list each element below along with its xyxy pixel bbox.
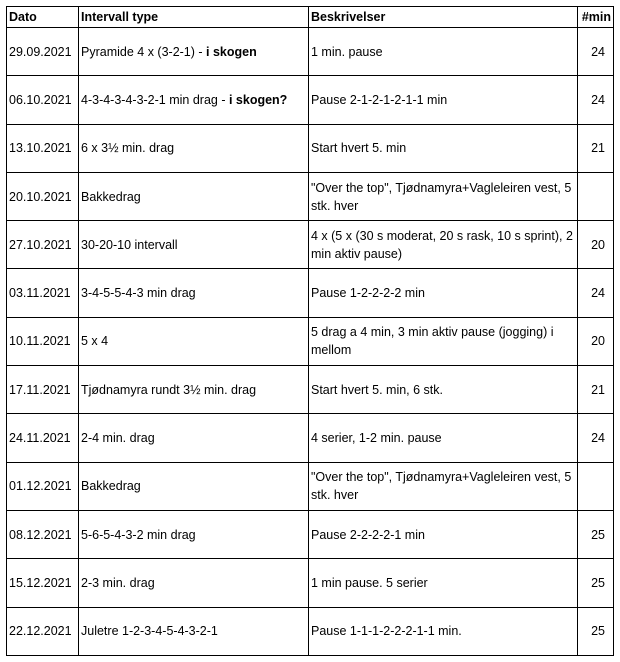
cell-beskrivelse: 5 drag a 4 min, 3 min aktiv pause (jogging) i mellom	[309, 317, 578, 365]
cell-beskrivelse: Pause 2-1-2-1-2-1-1 min	[309, 76, 578, 124]
intervall-text: 4-3-4-3-4-3-2-1 min drag -	[81, 92, 229, 107]
cell-min: 21	[578, 366, 614, 414]
cell-dato: 29.09.2021	[7, 28, 79, 76]
cell-dato: 27.10.2021	[7, 221, 79, 269]
cell-beskrivelse: Pause 1-1-1-2-2-2-1-1 min.	[309, 607, 578, 655]
cell-intervall-type	[79, 269, 309, 317]
cell-intervall-type	[79, 607, 309, 655]
intervall-text: Bakkedrag	[81, 479, 141, 494]
table-row	[7, 366, 614, 414]
table-row	[7, 317, 614, 365]
intervall-text: Pyramide 4 x (3-2-1) -	[81, 44, 207, 59]
cell-dato: 13.10.2021	[7, 124, 79, 172]
intervall-text: 5-6-5-4-3-2 min drag	[81, 527, 196, 542]
cell-beskrivelse: 1 min. pause	[309, 28, 578, 76]
cell-dato: 03.11.2021	[7, 269, 79, 317]
intervall-text: 30-20-10 intervall	[81, 237, 178, 252]
table-row	[7, 414, 614, 462]
cell-dato: 08.12.2021	[7, 510, 79, 558]
cell-dato: 24.11.2021	[7, 414, 79, 462]
table-row	[7, 269, 614, 317]
cell-min: 24	[578, 28, 614, 76]
cell-intervall-type	[79, 76, 309, 124]
header-dato: Dato	[7, 7, 79, 28]
cell-dato: 17.11.2021	[7, 366, 79, 414]
intervall-location-bold: i skogen	[206, 44, 257, 59]
cell-min: 25	[578, 559, 614, 607]
cell-intervall-type	[79, 510, 309, 558]
cell-min	[578, 172, 614, 220]
table-row	[7, 607, 614, 655]
cell-intervall-type	[79, 221, 309, 269]
cell-min: 20	[578, 221, 614, 269]
cell-min: 24	[578, 76, 614, 124]
intervall-text: 3-4-5-5-4-3 min drag	[81, 286, 196, 301]
cell-min: 24	[578, 269, 614, 317]
cell-beskrivelse: Start hvert 5. min	[309, 124, 578, 172]
cell-beskrivelse: Pause 2-2-2-2-1 min	[309, 510, 578, 558]
table-row	[7, 462, 614, 510]
cell-intervall-type	[79, 124, 309, 172]
cell-beskrivelse: "Over the top", Tjødnamyra+Vagleleiren vest, 5 stk. hver	[309, 172, 578, 220]
intervall-text: 2-3 min. drag	[81, 575, 155, 590]
intervall-text: 2-4 min. drag	[81, 431, 155, 446]
cell-intervall-type	[79, 317, 309, 365]
cell-beskrivelse: Pause 1-2-2-2-2 min	[309, 269, 578, 317]
cell-beskrivelse: 1 min pause. 5 serier	[309, 559, 578, 607]
intervall-text: Bakkedrag	[81, 189, 141, 204]
cell-beskrivelse: 4 serier, 1-2 min. pause	[309, 414, 578, 462]
cell-dato: 06.10.2021	[7, 76, 79, 124]
cell-beskrivelse: 4 x (5 x (30 s moderat, 20 s rask, 10 s sprint), 2 min aktiv pause)	[309, 221, 578, 269]
table-row	[7, 559, 614, 607]
intervall-text: 5 x 4	[81, 334, 109, 349]
cell-min	[578, 462, 614, 510]
table-row	[7, 124, 614, 172]
table-row	[7, 76, 614, 124]
intervall-text: Tjødnamyra rundt 3½ min. drag	[81, 382, 257, 397]
header-row	[7, 7, 614, 28]
cell-dato: 10.11.2021	[7, 317, 79, 365]
cell-dato: 22.12.2021	[7, 607, 79, 655]
cell-beskrivelse: Start hvert 5. min, 6 stk.	[309, 366, 578, 414]
intervall-text: Juletre 1-2-3-4-5-4-3-2-1	[81, 624, 218, 639]
cell-min: 25	[578, 607, 614, 655]
table-row	[7, 221, 614, 269]
intervall-text: 6 x 3½ min. drag	[81, 141, 175, 156]
cell-intervall-type	[79, 366, 309, 414]
header-intervall-type: Intervall type	[79, 7, 309, 28]
table-row	[7, 510, 614, 558]
intervall-location-bold: i skogen?	[228, 92, 288, 107]
interval-schedule-table	[6, 6, 614, 656]
cell-intervall-type	[79, 462, 309, 510]
cell-min: 21	[578, 124, 614, 172]
cell-intervall-type	[79, 172, 309, 220]
table-row	[7, 28, 614, 76]
cell-beskrivelse: "Over the top", Tjødnamyra+Vagleleiren vest, 5 stk. hver	[309, 462, 578, 510]
table-row	[7, 172, 614, 220]
cell-min: 24	[578, 414, 614, 462]
cell-intervall-type	[79, 559, 309, 607]
cell-dato: 15.12.2021	[7, 559, 79, 607]
header-beskrivelser: Beskrivelser	[309, 7, 578, 28]
cell-min: 25	[578, 510, 614, 558]
cell-min: 20	[578, 317, 614, 365]
header-min: #min	[578, 7, 614, 28]
cell-intervall-type	[79, 414, 309, 462]
cell-dato: 20.10.2021	[7, 172, 79, 220]
cell-intervall-type	[79, 28, 309, 76]
cell-dato: 01.12.2021	[7, 462, 79, 510]
